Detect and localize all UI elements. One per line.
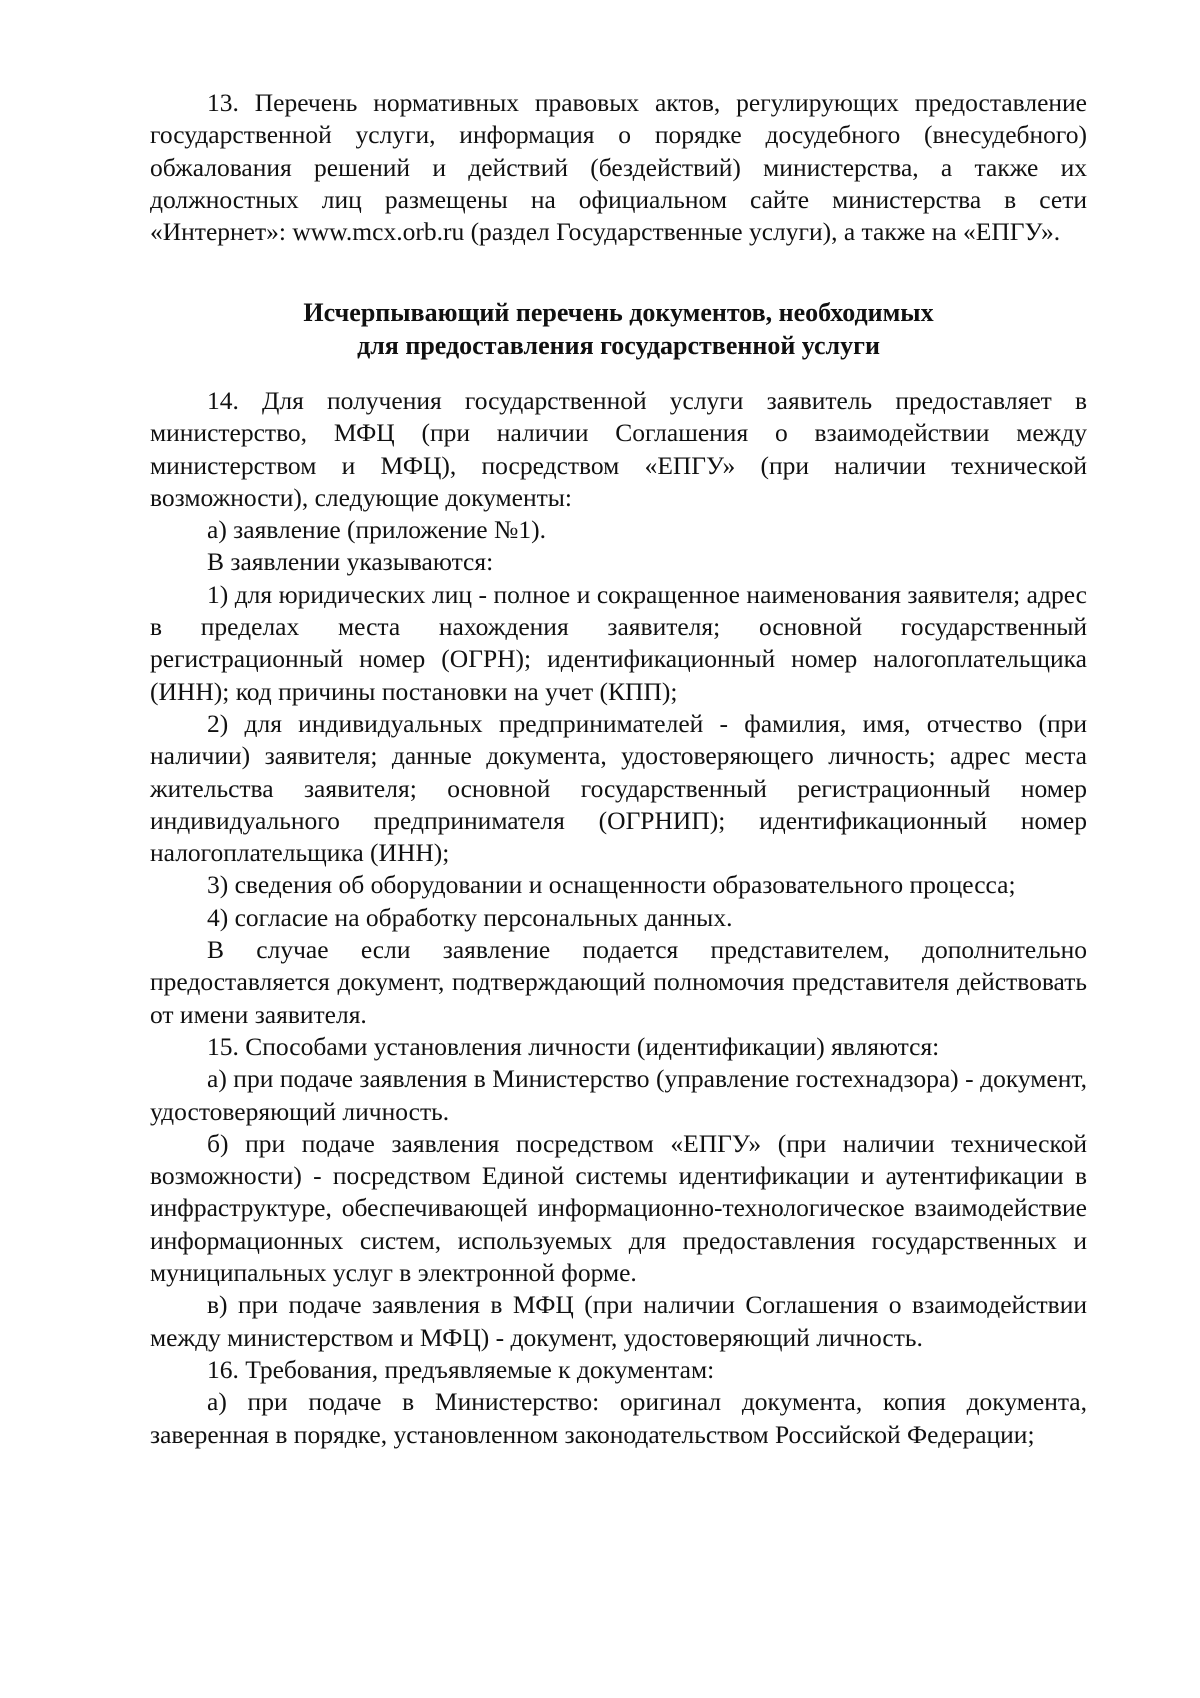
- paragraph-item-14-1: 1) для юридических лиц - полное и сокращенное наименования заявителя; адрес в пределах места нахождения заявителя; основной государственный регистрационный номер (ОГРН); идентификационный номер налогоплательщика (ИНН); код причины постановки на учет (КПП);: [150, 579, 1087, 706]
- section-heading: [150, 296, 1087, 362]
- paragraph-item-14-intro: 14. Для получения государственной услуги заявитель предоставляет в министерство, МФЦ (при наличии Соглашения о взаимодействии между министерством и МФЦ), посредством «ЕПГУ» (при наличии технической возможности), следующие документы:: [150, 386, 1087, 512]
- section-item-13: [150, 87, 1087, 248]
- paragraph-item-15-a: а) при подаче заявления в Министерство (управление гостехнадзора) - документ, удостоверяющий личность.: [150, 1064, 1087, 1126]
- section-title-line-2: для предоставления государственной услуги: [357, 331, 880, 360]
- section-title: [150, 296, 1087, 362]
- paragraph-item-14-4: 4) согласие на обработку персональных данных.: [207, 902, 733, 932]
- paragraph-item-16-intro: 16. Требования, предъявляемые к документам:: [207, 1354, 715, 1384]
- paragraph-item-14-a: а) заявление (приложение №1).: [207, 515, 546, 545]
- section-items-14-16: [150, 385, 1087, 1451]
- paragraph-item-15-b: б) при подаче заявления посредством «ЕПГУ» (при наличии технической возможности) - посредством Единой системы идентификации и аутентификации в инфраструктуре, обеспечивающей информационно-технологическое взаимодействие информационных систем, используемых для предоставления государственных и муниципальных услуг в электронной форме.: [150, 1128, 1087, 1288]
- paragraph-item-14-representative: В случае если заявление подается представителем, дополнительно предоставляется документ, подтверждающий полномочия представителя действовать от имени заявителя.: [150, 935, 1087, 1029]
- paragraph-item-14-2: 2) для индивидуальных предпринимателей - фамилия, имя, отчество (при наличии) заявителя; данные документа, удостоверяющего личность; адрес места жительства заявителя; основной государственный регистрационный номер индивидуального предпринимателя (ОГРНИП); идентификационный номер налогоплательщика (ИНН);: [150, 708, 1087, 868]
- paragraph-item-14-3: 3) сведения об оборудовании и оснащенности образовательного процесса;: [207, 870, 1016, 900]
- paragraph-item-16-a: а) при подаче в Министерство: оригинал документа, копия документа, заверенная в порядке, установленном законодательством Российской Федерации;: [150, 1387, 1087, 1449]
- paragraph-item-13: 13. Перечень нормативных правовых актов, регулирующих предоставление государственной услуги, информация о порядке досудебного (внесудебного) обжалования решений и действий (бездействий) министерства, а также их должностных лиц размещены на официальном сайте министерства в сети «Интернет»: www.mcx.orb.ru (раздел Государственные услуги), а также на «ЕПГУ».: [150, 88, 1087, 247]
- paragraph-item-15-intro: 15. Способами установления личности (идентификации) являются:: [207, 1031, 940, 1061]
- paragraph-item-15-c: в) при подаче заявления в МФЦ (при наличии Соглашения о взаимодействии между министерством и МФЦ) - документ, удостоверяющий личность.: [150, 1290, 1087, 1352]
- paragraph-item-14-application-fields: В заявлении указываются:: [207, 547, 494, 577]
- section-title-line-1: Исчерпывающий перечень документов, необходимых: [303, 298, 934, 327]
